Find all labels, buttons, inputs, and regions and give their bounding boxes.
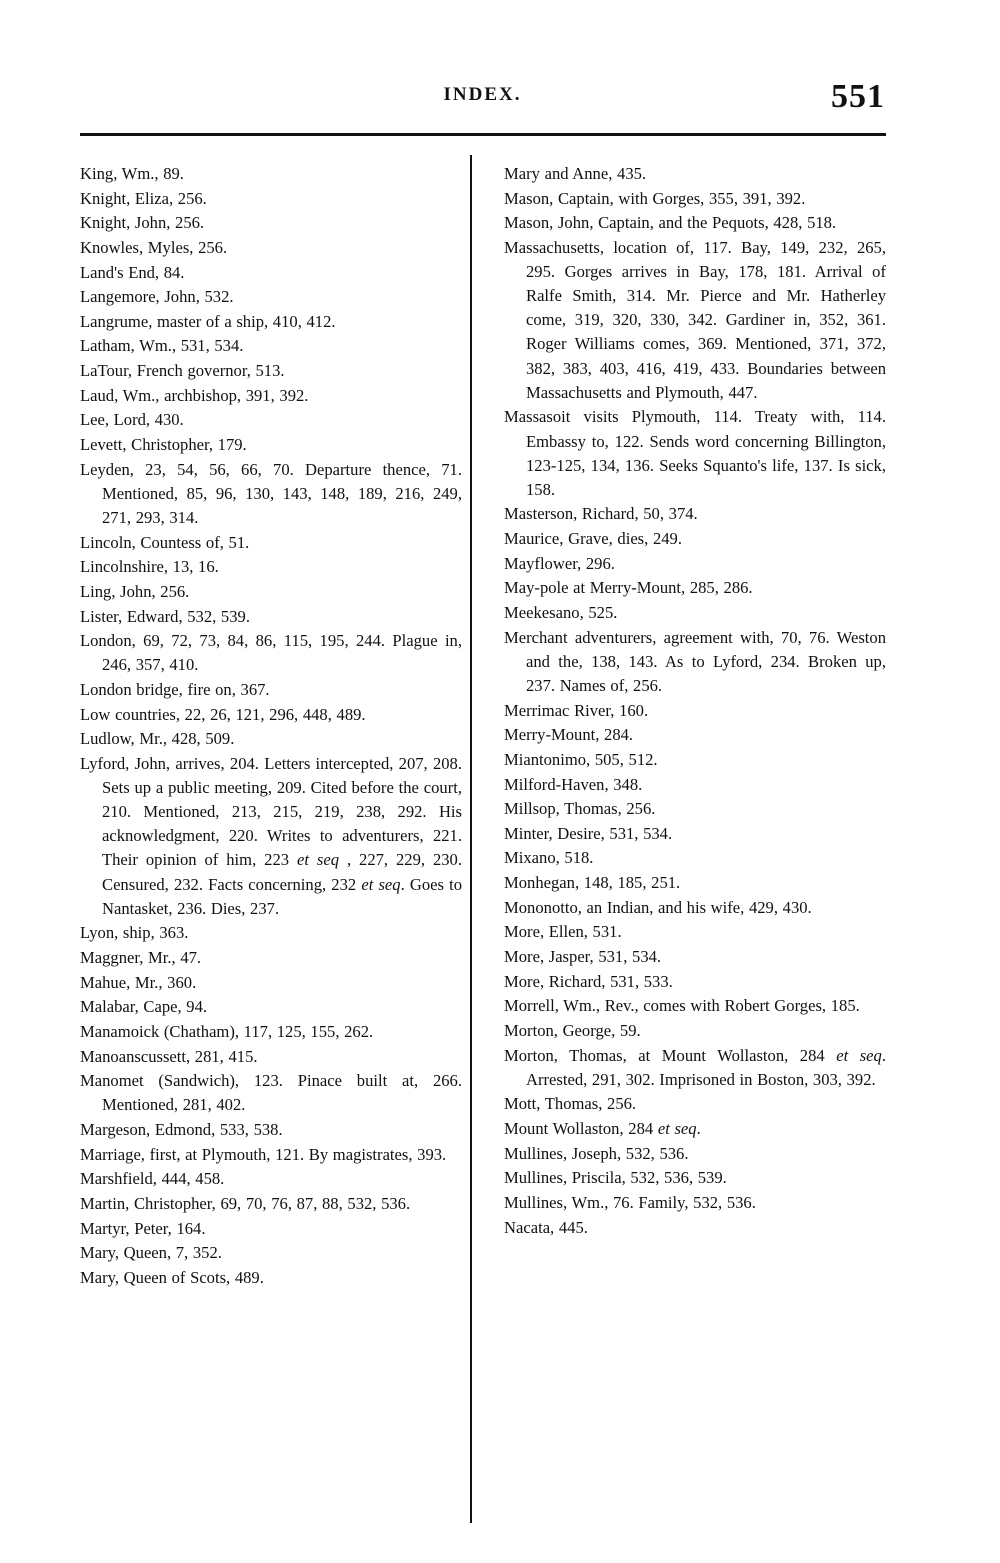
index-entry: Mullines, Joseph, 532, 536. xyxy=(504,1143,689,1163)
index-entry: London, 69, 72, 73, 84, 86, 115, 195, 244. Plague in, 246, 357, 410. xyxy=(80,631,462,675)
index-entry: Monhegan, 148, 185, 251. xyxy=(504,873,681,893)
index-entry: Lincoln, Countess of, 51. xyxy=(80,532,250,552)
index-entry: Minter, Desire, 531, 534. xyxy=(504,823,673,843)
page-title: INDEX. xyxy=(443,84,522,105)
index-entry: Mary, Queen of Scots, 489. xyxy=(80,1267,264,1287)
index-entry: Ling, John, 256. xyxy=(80,581,190,601)
index-entry: Ludlow, Mr., 428, 509. xyxy=(80,729,235,749)
index-entry: More, Jasper, 531, 534. xyxy=(504,947,662,966)
index-entry: More, Richard, 531, 533. xyxy=(504,971,673,991)
index-entry: Low countries, 22, 26, 121, 296, 448, 489. xyxy=(80,704,366,724)
index-entry: Morrell, Wm., Rev., comes with Robert Gorges, 185. xyxy=(504,996,860,1016)
index-entry: Mary and Anne, 435. xyxy=(504,164,647,183)
index-entry: Latham, Wm., 531, 534. xyxy=(80,336,244,356)
index-entry: LaTour, French governor, 513. xyxy=(80,361,285,381)
index-entry: Mason, Captain, with Gorges, 355, 391, 392. xyxy=(504,188,806,208)
page-number: 551 xyxy=(831,78,885,115)
index-entry: Mount Wollaston, 284 et seq. xyxy=(504,1118,701,1138)
index-entry: Mahue, Mr., 360. xyxy=(80,972,197,992)
index-entry: Maurice, Grave, dies, 249. xyxy=(504,529,682,549)
header-rule xyxy=(80,133,886,136)
index-entry: Knight, Eliza, 256. xyxy=(80,188,207,208)
index-entry: Manoanscussett, 281, 415. xyxy=(80,1046,258,1066)
index-entry: Milford-Haven, 348. xyxy=(504,774,643,794)
index-entry: Millsop, Thomas, 256. xyxy=(504,799,656,819)
index-entry: Malabar, Cape, 94. xyxy=(80,997,208,1017)
index-entry: Miantonimo, 505, 512. xyxy=(504,749,658,769)
index-entry: Maggner, Mr., 47. xyxy=(80,948,202,967)
index-entry: Merchant adventurers, agreement with, 70, 76. Weston and the, 138, 143. As to Lyford, 234. Broken up, 237. Names of, 256. xyxy=(504,627,886,695)
index-entry: Manomet (Sandwich), 123. Pinace built at, 266. Mentioned, 281, 402. xyxy=(80,1071,462,1115)
index-entry: Langemore, John, 532. xyxy=(80,287,234,307)
index-entry: Mixano, 518. xyxy=(504,848,594,868)
index-entry: Laud, Wm., archbishop, 391, 392. xyxy=(80,385,309,405)
index-entry: Mullines, Wm., 76. Family, 532, 536. xyxy=(504,1192,756,1212)
index-entry: Mott, Thomas, 256. xyxy=(504,1094,637,1114)
index-entry: London bridge, fire on, 367. xyxy=(80,679,270,699)
index-entry: Knowles, Myles, 256. xyxy=(80,237,228,257)
index-entry: Mason, John, Captain, and the Pequots, 428, 518. xyxy=(504,213,837,233)
index-entry: Lyon, ship, 363. xyxy=(80,923,189,943)
index-entry: Mayflower, 296. xyxy=(504,553,615,573)
index-entry: Morton, George, 59. xyxy=(504,1020,641,1040)
index-entry: Meekesano, 525. xyxy=(504,603,618,623)
index-entry: King, Wm., 89. xyxy=(80,164,184,183)
index-entry: Morton, Thomas, at Mount Wollaston, 284 et seq. Arrested, 291, 302. Imprisoned in Boston, 303, 392. xyxy=(504,1045,886,1089)
index-entry: Martyr, Peter, 164. xyxy=(80,1218,206,1238)
index-entry: Martin, Christopher, 69, 70, 76, 87, 88, 532, 536. xyxy=(80,1193,411,1213)
index-entry: Mononotto, an Indian, and his wife, 429, 430. xyxy=(504,897,812,917)
index-entry: Nacata, 445. xyxy=(504,1217,588,1237)
index-entry: Massasoit visits Plymouth, 114. Treaty with, 114. Embassy to, 122. Sends word concerning Billington, 123-125, 134, 136. Seeks Squanto's life, 137. Is sick, 158. xyxy=(504,407,886,499)
index-entry: Massachusetts, location of, 117. Bay, 149, 232, 265, 295. Gorges arrives in Bay, 178, 181. Arrival of Ralfe Smith, 314. Mr. Pierce and Mr. Hatherley come, 319, 320, 330, 342. Gardiner in, 352, 361. Roger Williams comes, 369. Mentioned, 371, 372, 382, 383, 403, 416, 419, 433. Boundaries between Massachusetts and Plymouth, 447. xyxy=(504,237,886,402)
index-column-right xyxy=(504,162,886,1240)
index-entry: Leyden, 23, 54, 56, 66, 70. Departure thence, 71. Mentioned, 85, 96, 130, 143, 148, 189, 216, 249, 271, 293, 314. xyxy=(80,459,462,527)
index-entry: Manamoick (Chatham), 117, 125, 155, 262. xyxy=(80,1021,374,1041)
index-entry: Lyford, John, arrives, 204. Letters intercepted, 207, 208. Sets up a public meeting, 209. Cited before the court, 210. Mentioned, 213, 215, 219, 238, 292. His acknowledgment, 220. Writes to adventurers, 221. Their opinion of him, 223 et seq , 227, 229, 230. Censured, 232. Facts concerning, 232 et seq. Goes to Nantasket, 236. Dies, 237. xyxy=(80,753,463,918)
index-entry: Lincolnshire, 13, 16. xyxy=(80,557,219,577)
index-entry: Lister, Edward, 532, 539. xyxy=(80,606,250,626)
index-entry: More, Ellen, 531. xyxy=(504,922,622,942)
index-entry: Langrume, master of a ship, 410, 412. xyxy=(80,311,336,331)
index-entry: Knight, John, 256. xyxy=(80,213,205,233)
index-entry: Mullines, Priscila, 532, 536, 539. xyxy=(504,1168,727,1188)
index-entry: Masterson, Richard, 50, 374. xyxy=(504,504,698,524)
index-entry: Levett, Christopher, 179. xyxy=(80,435,247,455)
index-entry: Merry-Mount, 284. xyxy=(504,725,634,745)
index-entry: May-pole at Merry-Mount, 285, 286. xyxy=(504,578,753,598)
column-divider xyxy=(470,155,472,1523)
index-column-left xyxy=(80,162,462,1290)
index-entry: Marriage, first, at Plymouth, 121. By magistrates, 393. xyxy=(80,1144,447,1164)
index-entry: Mary, Queen, 7, 352. xyxy=(80,1243,222,1263)
index-entry: Land's End, 84. xyxy=(80,262,185,282)
index-entry: Lee, Lord, 430. xyxy=(80,410,184,430)
index-entry: Margeson, Edmond, 533, 538. xyxy=(80,1119,283,1139)
index-entry: Marshfield, 444, 458. xyxy=(80,1169,225,1189)
index-entry: Merrimac River, 160. xyxy=(504,700,649,720)
page-header xyxy=(80,78,885,118)
